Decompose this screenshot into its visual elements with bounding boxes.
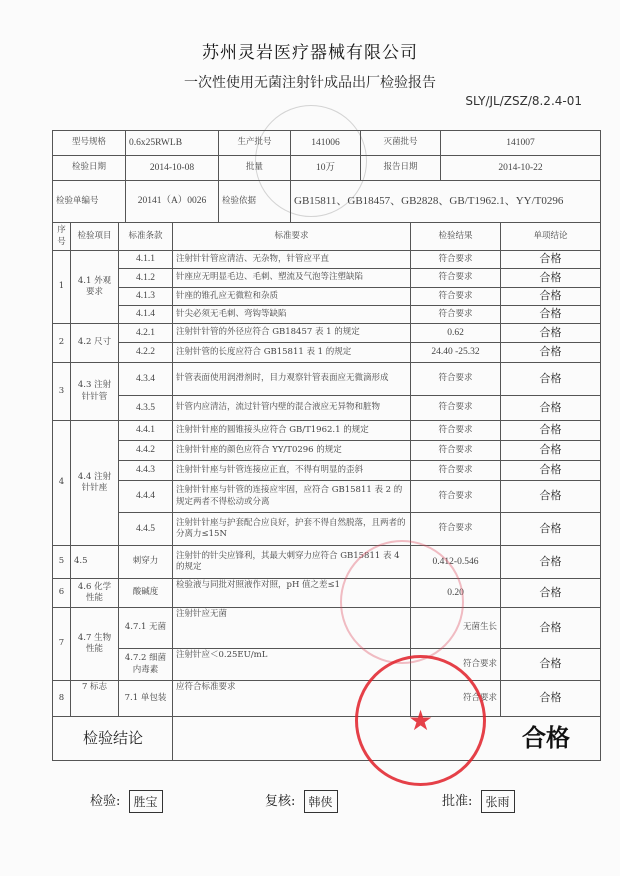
- row-verdict: 合格: [501, 363, 601, 396]
- row-verdict: 合格: [501, 269, 601, 288]
- reviewer-sig: 韩侠: [304, 790, 338, 813]
- inspector-sig: 胜宝: [129, 790, 163, 813]
- basis-value: GB15811、GB18457、GB2828、GB/T1962.1、YY/T0296: [291, 181, 601, 223]
- row-result: 24.40 -25.32: [411, 343, 501, 363]
- reviewer-label: 复核:: [265, 794, 296, 809]
- row-verdict: 合格: [501, 306, 601, 324]
- row-clause: 4.2.1: [119, 324, 173, 343]
- row-result: 符合要求: [411, 461, 501, 481]
- row-result: 符合要求: [411, 306, 501, 324]
- col-result: 检验结果: [411, 223, 501, 251]
- row-verdict: 合格: [501, 396, 601, 421]
- row-req: 针座应无明显毛边、毛刺、塑流及气泡等注塑缺陷: [173, 269, 411, 288]
- date-label: 检验日期: [53, 156, 126, 181]
- row-seq: 6: [53, 579, 71, 608]
- row-req: 注射针针座的圆锥接头应符合 GB/T1962.1 的规定: [173, 421, 411, 441]
- row-verdict: 合格: [501, 343, 601, 363]
- row-clause: 4.3.4: [119, 363, 173, 396]
- row-req: 注射针管的长度应符合 GB15811 表 1 的规定: [173, 343, 411, 363]
- row-verdict: 合格: [501, 649, 601, 681]
- row-seq: 4: [53, 421, 71, 546]
- doc-code: SLY/JL/ZSZ/8.2.4-01: [465, 94, 582, 108]
- row-result: 符合要求: [411, 513, 501, 546]
- row-clause: 4.1.4: [119, 306, 173, 324]
- row-result: 符合要求: [411, 251, 501, 269]
- row-seq: 2: [53, 324, 71, 363]
- report-title: 一次性使用无菌注射针成品出厂检验报告: [184, 75, 436, 91]
- col-item: 检验项目: [71, 223, 119, 251]
- row-verdict: 合格: [501, 288, 601, 306]
- row-req: 注射针应＜0.25EU/mL: [173, 649, 411, 681]
- row-seq: 7: [53, 608, 71, 681]
- row-req: 检验液与同批对照液作对照，pH 值之差≤1: [173, 579, 411, 608]
- col-clause: 标准条款: [119, 223, 173, 251]
- approver-sig: 张雨: [481, 790, 515, 813]
- star-icon: ★: [407, 703, 434, 737]
- row-clause: 7.1 单包装: [119, 681, 173, 717]
- row-seq: 8: [53, 681, 71, 717]
- batch-label: 生产批号: [219, 131, 291, 156]
- row-clause: 4.2.2: [119, 343, 173, 363]
- row-req: 注射针的针尖应锋利，其最大刺穿力应符合 GB15811 表 4 的规定: [173, 546, 411, 579]
- row-verdict: 合格: [501, 579, 601, 608]
- row-verdict: 合格: [501, 608, 601, 649]
- row-clause: 4.1.2: [119, 269, 173, 288]
- row-req: 注射针应无菌: [173, 608, 411, 649]
- reviewer-signature: [265, 790, 338, 813]
- row-verdict: 合格: [501, 546, 601, 579]
- row-verdict: 合格: [501, 681, 601, 717]
- group-item: 4.3 注射针针管: [71, 363, 119, 421]
- row-result: 符合要求: [411, 421, 501, 441]
- model-value: 0.6x25RWLB: [126, 131, 219, 156]
- row-clause: 4.1.1: [119, 251, 173, 269]
- row-clause: 酸碱度: [119, 579, 173, 608]
- report-date-value: 2014-10-22: [441, 156, 601, 181]
- row-result: 符合要求: [411, 396, 501, 421]
- qty-label: 批量: [219, 156, 291, 181]
- group-item: 4.2 尺寸: [71, 324, 119, 363]
- row-verdict: 合格: [501, 513, 601, 546]
- no-value: 20141（A）0026: [126, 181, 219, 223]
- qty-value: 10万: [291, 156, 361, 181]
- group-item: 4.7 生物性能: [71, 608, 119, 681]
- row-clause: 刺穿力: [119, 546, 173, 579]
- row-req: 注射针针座与护套配合应良好，护套不得自然脱落，且两者的分离力≤15N: [173, 513, 411, 546]
- report-date-label: 报告日期: [361, 156, 441, 181]
- row-req: 注射针针座与针管的连接应牢固，应符合 GB15811 表 2 的规定两者不得松动或分离: [173, 481, 411, 513]
- row-clause: 4.4.3: [119, 461, 173, 481]
- row-req: 针座的锥孔应无微粒和杂质: [173, 288, 411, 306]
- row-clause: 4.3.5: [119, 396, 173, 421]
- basis-label: 检验依据: [219, 181, 291, 223]
- row-seq: 1: [53, 251, 71, 324]
- batch-value: 141006: [291, 131, 361, 156]
- col-verdict: 单项结论: [501, 223, 601, 251]
- row-result: 符合要求: [411, 441, 501, 461]
- row-clause: 4.4.5: [119, 513, 173, 546]
- info-table: [52, 130, 601, 223]
- row-seq: 3: [53, 363, 71, 421]
- quality-stamp: [340, 540, 464, 664]
- row-result: 符合要求: [411, 481, 501, 513]
- row-result: 符合要求: [411, 269, 501, 288]
- row-result: 0.20: [411, 579, 501, 608]
- approver-label: 批准:: [442, 794, 473, 809]
- row-verdict: 合格: [501, 421, 601, 441]
- group-item: 4.1 外观要求: [71, 251, 119, 324]
- row-result: 0.62: [411, 324, 501, 343]
- row-req: 针管表面使用润滑剂时，目力观察针管表面应无微滴形成: [173, 363, 411, 396]
- row-req: 注射针针座与针管连接应正直，不得有明显的歪斜: [173, 461, 411, 481]
- model-label: 型号规格: [53, 131, 126, 156]
- row-clause: 4.7.1 无菌: [119, 608, 173, 649]
- row-req: 针尖必须无毛刺、弯钩等缺陷: [173, 306, 411, 324]
- row-result: 无菌生长: [411, 608, 501, 649]
- inspector-label: 检验:: [90, 794, 121, 809]
- sterile-batch-label: 灭菌批号: [361, 131, 441, 156]
- row-verdict: 合格: [501, 441, 601, 461]
- inspector-signature: [90, 790, 163, 813]
- company-name: 苏州灵岩医疗器械有限公司: [202, 43, 418, 63]
- row-verdict: 合格: [501, 481, 601, 513]
- row-result: 符合要求: [411, 681, 501, 717]
- row-result: 符合要求: [411, 288, 501, 306]
- row-clause: 4.7.2 细菌内毒素: [119, 649, 173, 681]
- row-clause: 4.4.4: [119, 481, 173, 513]
- group-item: 4.6 化学性能: [71, 579, 119, 608]
- row-clause: 4.1.3: [119, 288, 173, 306]
- conclusion-label: 检验结论: [53, 717, 173, 761]
- col-req: 标准要求: [173, 223, 411, 251]
- row-clause: 4.4.2: [119, 441, 173, 461]
- row-req: 注射针针管应清洁、无杂物，针管应平直: [173, 251, 411, 269]
- row-req: 针管内应清洁，流过针管内壁的混合液应无异物和脏物: [173, 396, 411, 421]
- row-seq: 5: [53, 546, 71, 579]
- approver-signature: [442, 790, 515, 813]
- col-seq: 序号: [53, 223, 71, 251]
- sterile-batch-value: 141007: [441, 131, 601, 156]
- inspection-table: [52, 222, 601, 761]
- warehouse-stamp: [355, 655, 486, 786]
- row-verdict: 合格: [501, 251, 601, 269]
- group-item: 4.5: [71, 546, 119, 579]
- row-req: 注射针针管的外径应符合 GB18457 表 1 的规定: [173, 324, 411, 343]
- row-result: 0.412-0.546: [411, 546, 501, 579]
- row-result: 符合要求: [411, 363, 501, 396]
- date-value: 2014-10-08: [126, 156, 219, 181]
- row-clause: 4.4.1: [119, 421, 173, 441]
- group-item: 4.4 注射针针座: [71, 421, 119, 546]
- row-req: 应符合标准要求: [173, 681, 411, 717]
- row-req: 注射针针座的颜色应符合 YY/T0296 的规定: [173, 441, 411, 461]
- row-verdict: 合格: [501, 461, 601, 481]
- group-item: 7 标志: [71, 681, 119, 717]
- no-label: 检验单编号: [53, 181, 126, 223]
- conclusion-value: 合格: [173, 717, 601, 761]
- row-result: 符合要求: [411, 649, 501, 681]
- row-verdict: 合格: [501, 324, 601, 343]
